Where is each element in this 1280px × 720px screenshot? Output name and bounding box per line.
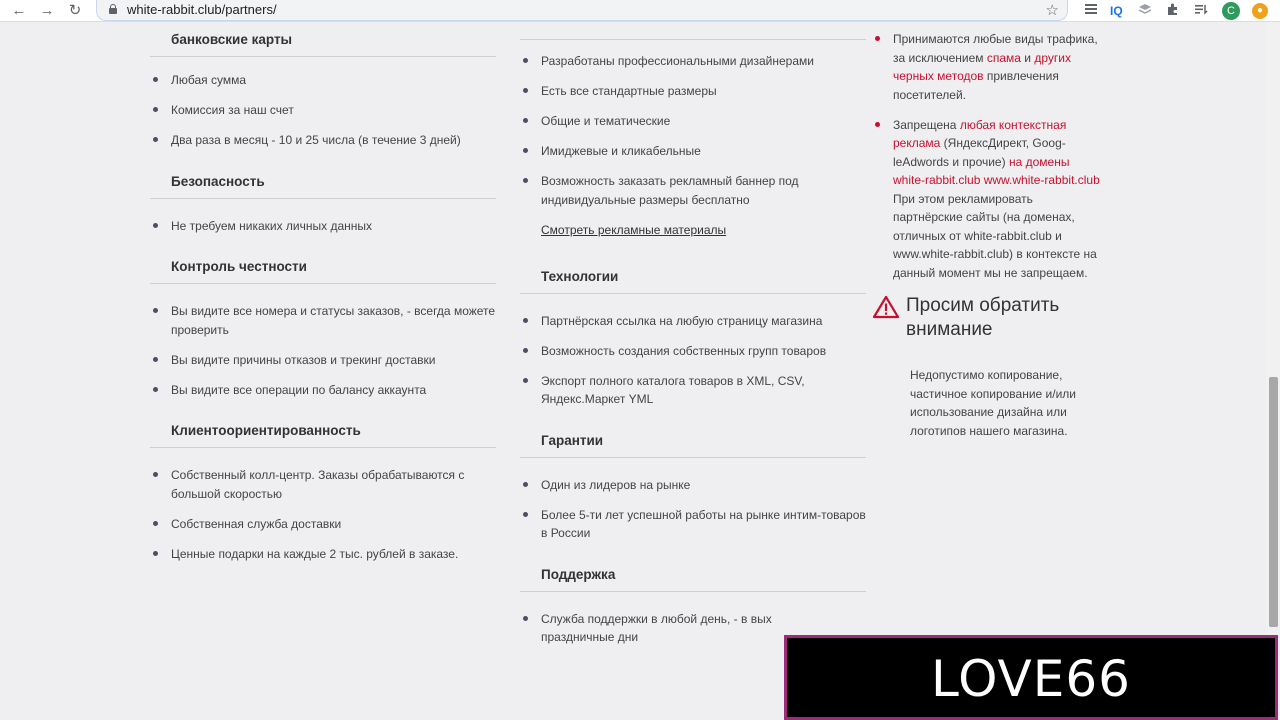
section-title: Поддержка — [520, 567, 866, 592]
orange-extension-icon[interactable]: ● — [1252, 3, 1268, 19]
list-item: Имиджевые и кликабельные — [520, 142, 866, 161]
list-item: Один из лидеров на рынке — [520, 476, 866, 495]
section-payouts — [150, 32, 496, 150]
section-client-focus — [150, 423, 496, 563]
warning-block — [872, 294, 1102, 342]
list-item: Не требуем никаких личных данных — [150, 217, 496, 236]
list-item: Разработаны профессиональными дизайнерами — [520, 52, 866, 71]
reload-icon[interactable]: ↻ — [68, 2, 82, 19]
rule-text: привлечения посетителей. — [893, 69, 1059, 102]
list-item: Возможность создания собственных групп товаров — [520, 342, 866, 361]
section-title: Клиентоориентированность — [150, 423, 496, 448]
list-item-text: праздничные дни — [541, 630, 639, 644]
rule-item — [872, 116, 1102, 283]
warning-icon — [872, 295, 900, 319]
rule-text: При этом рекламировать партнёрские сайты (на доменах, отличных от white-rabbit.club и www.white-rabbit.club) в контексте на данный момент мы не запрещаем. — [893, 191, 1097, 280]
section-title — [520, 16, 866, 40]
list-item: Любая сумма — [150, 71, 496, 90]
rule-text: Принимаются любые виды трафика, за исключением — [893, 32, 1098, 65]
section-security — [150, 174, 496, 236]
list-item: Два раза в месяц - 10 и 25 числа (в течение 3 дней) — [150, 131, 496, 150]
rule-highlight: на домены white-rabbit.club www.white-rabbit.club — [893, 154, 1100, 187]
rule-highlight: других черных методов — [893, 50, 1071, 83]
list-item: Собственная служба доставки — [150, 515, 496, 534]
promo-code-text: LOVE66 — [931, 650, 1131, 708]
back-icon[interactable]: ← — [11, 2, 27, 19]
list-item: Общие и тематические — [520, 112, 866, 131]
view-ad-materials-link[interactable]: Смотреть рекламные материалы — [541, 222, 727, 237]
section-honesty — [150, 259, 496, 399]
url-text[interactable]: white-rabbit.club/partners/ — [127, 2, 277, 17]
section-title: Технологии — [520, 269, 866, 294]
rule-text: и — [1020, 50, 1035, 65]
section-title: Безопасность — [150, 174, 496, 199]
rule-item — [872, 30, 1102, 104]
section-technologies — [520, 269, 866, 409]
warning-title: Просим обратить внимание — [906, 295, 1060, 340]
list-item: Вы видите все операции по балансу аккаунта — [150, 381, 496, 400]
list-item: Комиссия за наш счет — [150, 101, 496, 120]
warning-text: Недопустимо копирование, частичное копирование и/или использование дизайна или логотипов нашего магазина. — [910, 368, 1076, 438]
list-item-text: Служба поддержки в любой день, - в вых — [541, 611, 772, 626]
promo-overlay — [784, 635, 1278, 720]
list-item: Возможность заказать рекламный баннер под индивидуальные размеры бесплатно — [520, 172, 866, 209]
iq-extension-icon[interactable]: IQ — [1110, 4, 1123, 18]
page-scrollbar[interactable] — [1266, 22, 1280, 720]
extension-grid-icon[interactable] — [1084, 2, 1098, 20]
list-item: Ценные подарки на каждые 2 тыс. рублей в заказе. — [150, 545, 496, 564]
section-guarantees — [520, 433, 866, 543]
list-item: Более 5-ти лет успешной работы на рынке интим-товаров в России — [520, 506, 866, 543]
rule-text: (ЯндексДирект, Goog-leAdwords и прочие) — [893, 136, 1066, 169]
list-item: Вы видите все номера и статусы заказов, - всегда можете проверить — [150, 302, 496, 339]
section-title: банковские карты — [150, 32, 496, 57]
column-payments — [150, 22, 496, 575]
list-item: Есть все стандартные размеры — [520, 82, 866, 101]
puzzle-extensions-icon[interactable] — [1166, 2, 1180, 20]
column-rules — [872, 22, 1102, 440]
column-features — [520, 22, 866, 658]
reading-list-icon[interactable] — [1194, 2, 1208, 20]
rule-highlight: спама — [986, 50, 1021, 65]
bookmark-star-icon[interactable]: ☆ — [1045, 2, 1059, 19]
list-item: Вы видите причины отказов и трекинг доставки — [150, 351, 496, 370]
layers-extension-icon[interactable] — [1138, 2, 1152, 20]
section-ad-materials — [520, 16, 866, 239]
list-item: Собственный колл-центр. Заказы обрабатываются с большой скоростью — [150, 466, 496, 503]
section-title: Гарантии — [520, 433, 866, 458]
rule-highlight: любая контекстная реклама — [893, 117, 1067, 150]
profile-avatar[interactable]: C — [1222, 2, 1240, 20]
section-title: Контроль честности — [150, 259, 496, 284]
scrollbar-thumb[interactable] — [1269, 377, 1278, 627]
list-item: Партнёрская ссылка на любую страницу магазина — [520, 312, 866, 331]
forward-icon[interactable]: → — [39, 2, 55, 19]
list-item: Экспорт полного каталога товаров в XML, CSV, Яндекс.Маркет YML — [520, 372, 866, 409]
lock-icon — [109, 4, 117, 14]
rule-text: Запрещена — [893, 117, 960, 132]
